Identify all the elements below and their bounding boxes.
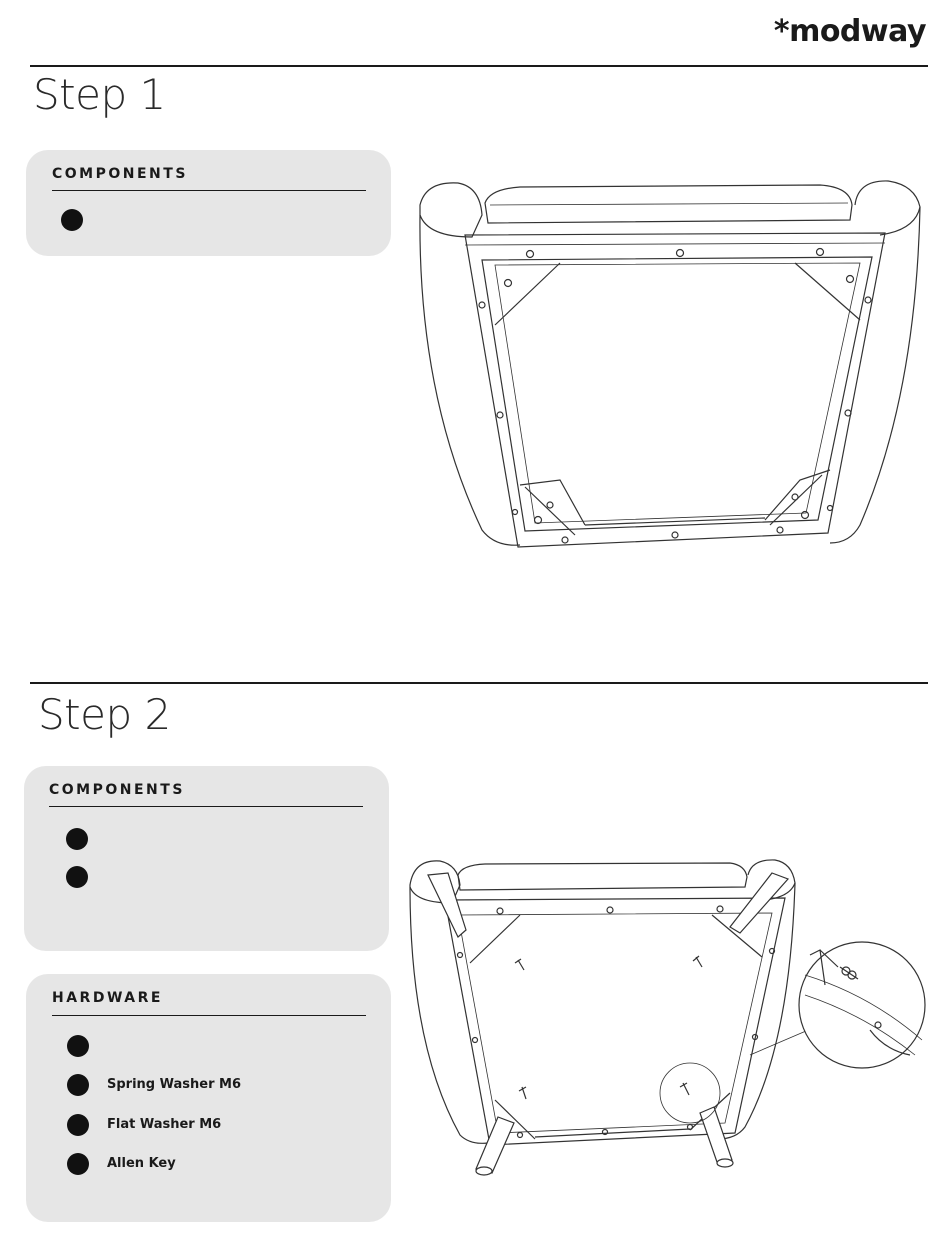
hardware-marker bbox=[67, 1035, 89, 1057]
step2-hardware-heading: HARDWARE bbox=[52, 990, 163, 1006]
step-divider bbox=[30, 682, 928, 684]
hardware-marker bbox=[67, 1114, 89, 1136]
step1-components-panel bbox=[26, 150, 391, 256]
step1-chair-underside-illustration bbox=[410, 175, 930, 560]
header-divider bbox=[30, 65, 928, 67]
step2-hardware-panel bbox=[26, 974, 391, 1222]
step2-title: Step 2 bbox=[38, 690, 171, 739]
step2-hardware-divider bbox=[52, 1015, 366, 1016]
flat-washer-label: Flat Washer M6 bbox=[107, 1117, 222, 1132]
hardware-marker bbox=[67, 1153, 89, 1175]
component-marker bbox=[61, 209, 83, 231]
step1-components-divider bbox=[52, 190, 366, 191]
component-marker bbox=[66, 828, 88, 850]
step2-components-heading: COMPONENTS bbox=[49, 782, 185, 798]
step2-components-panel bbox=[24, 766, 389, 951]
modway-logo: *modway bbox=[773, 14, 926, 49]
step2-leg-attachment-illustration bbox=[400, 855, 930, 1185]
allen-key-label: Allen Key bbox=[107, 1156, 176, 1171]
hardware-marker bbox=[67, 1074, 89, 1096]
step1-title: Step 1 bbox=[33, 70, 166, 119]
step2-components-divider bbox=[49, 806, 363, 807]
step1-components-heading: COMPONENTS bbox=[52, 166, 188, 182]
spring-washer-label: Spring Washer M6 bbox=[107, 1077, 241, 1092]
component-marker bbox=[66, 866, 88, 888]
